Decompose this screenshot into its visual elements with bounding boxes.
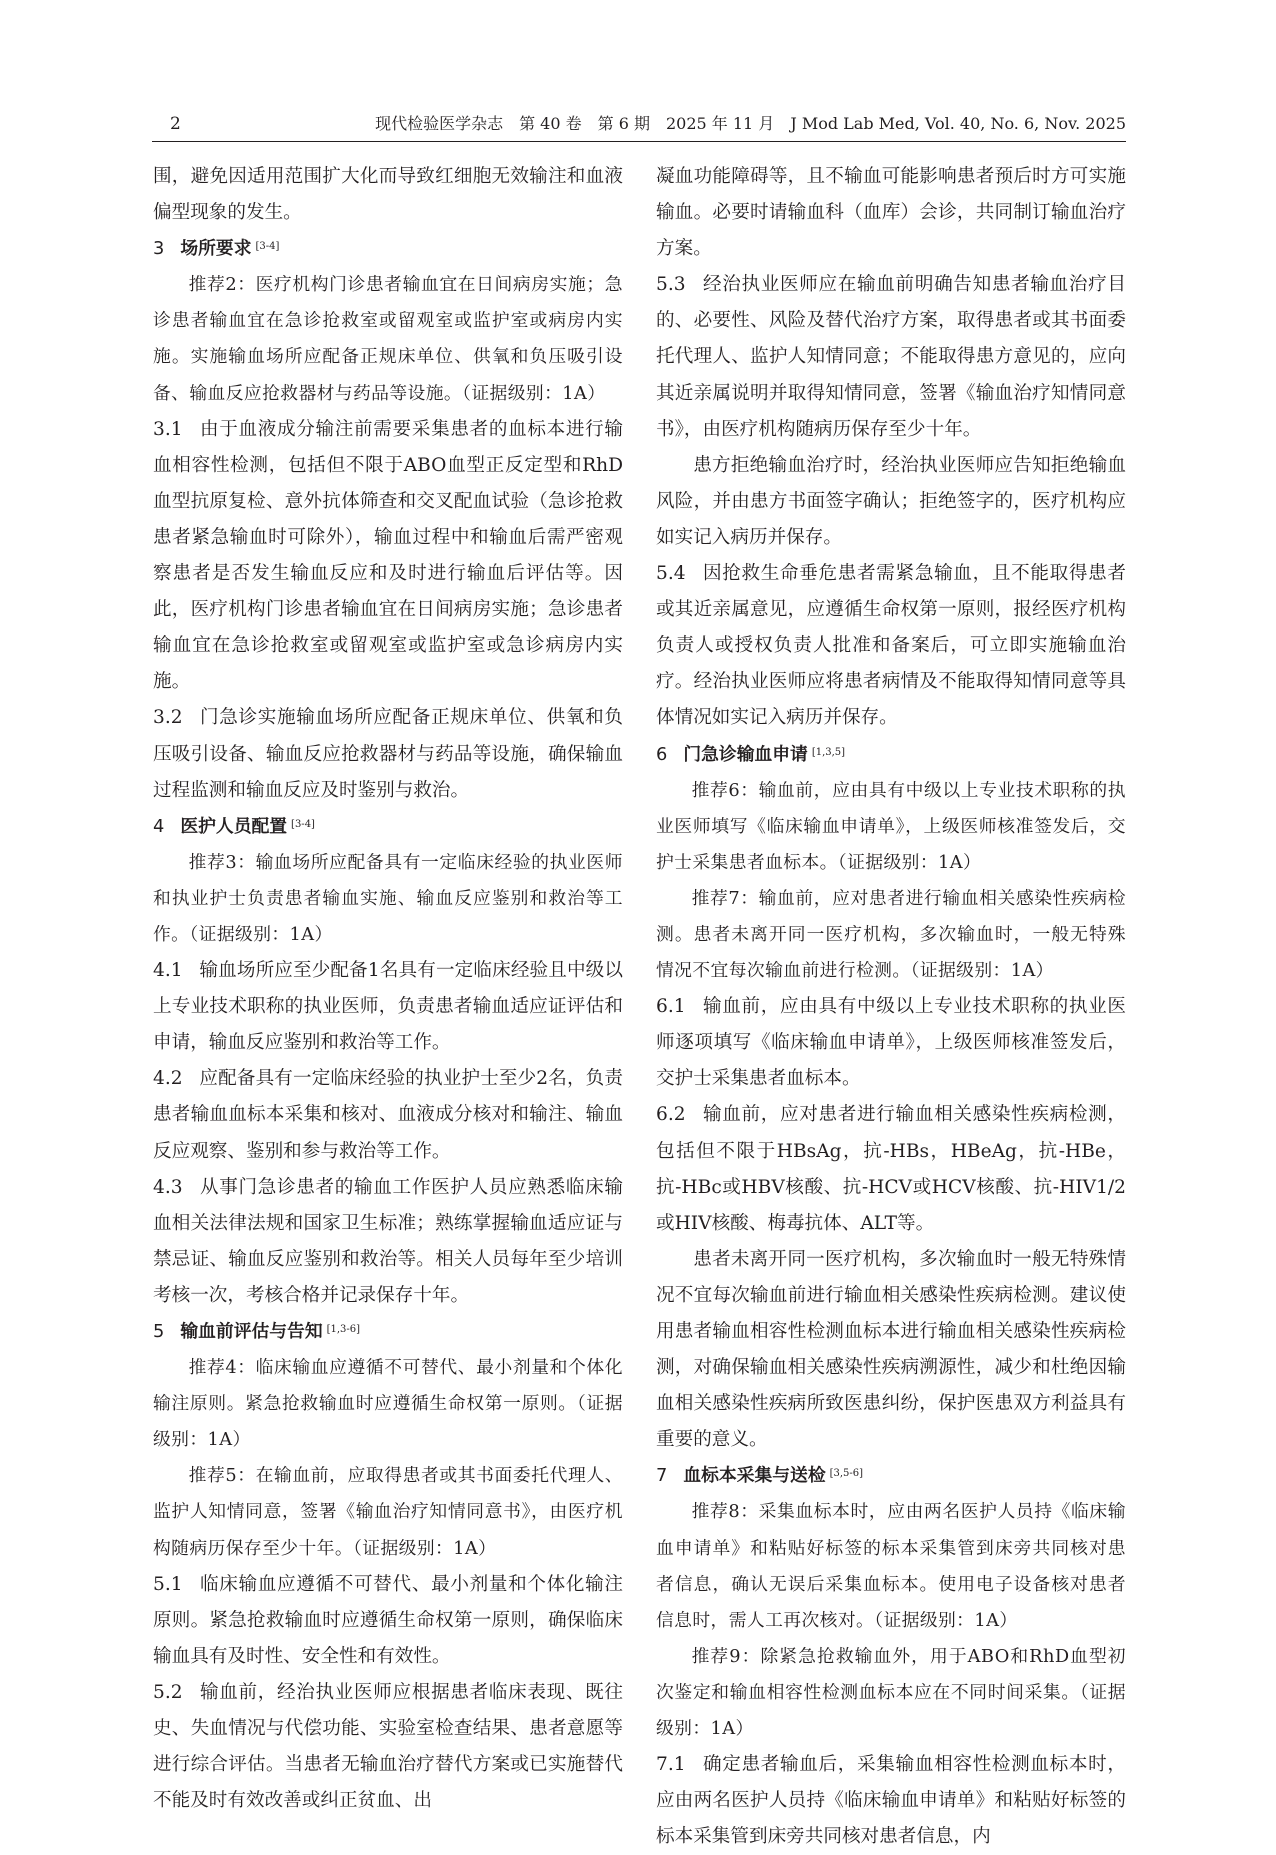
- paragraph-text: 凝血功能障碍等，且不输血可能影响患者预后时方可实施输血。必要时请输血科（血库）会诊，共同制订输血治疗方案。: [656, 166, 1126, 260]
- clause-number: 7.1: [656, 1754, 686, 1776]
- section-title: 门急诊输血申请: [683, 743, 808, 765]
- right-column: [656, 159, 1126, 1855]
- body-paragraph: [656, 1097, 1126, 1241]
- body-paragraph: [656, 556, 1126, 736]
- citation-ref: [3,5-6]: [829, 1468, 864, 1480]
- header-rule: [152, 141, 1126, 142]
- body-paragraph: [153, 1675, 623, 1819]
- paragraph-text: 从事门急诊患者的输血工作医护人员应熟悉临床输血相关法律法规和国家卫生标准；熟练掌握输血适应证与禁忌证、输血反应鉴别和救治等。相关人员每年至少培训考核一次，考核合格并记录保存十年。: [153, 1176, 623, 1306]
- section-heading: [153, 809, 623, 845]
- paragraph-text: 输血前，应由具有中级以上专业技术职称的执业医师逐项填写《临床输血申请单》，上级医师核准签发后，交护士采集患者血标本。: [656, 996, 1126, 1090]
- paragraph-text: 输血前，经治执业医师应根据患者临床表现、既往史、失血情况与代偿功能、实验室检查结果、患者意愿等进行综合评估。当患者无输血治疗替代方案或已实施替代不能及时有效改善或纠正贫血、出: [153, 1681, 623, 1812]
- body-paragraph: [153, 1567, 623, 1675]
- journal-citation: 现代检验医学杂志 第 40 卷 第 6 期 2025 年 11 月 J Mod Lab Med, Vol. 40, No. 6, Nov. 2025: [375, 114, 1126, 133]
- recommendation: 推荐7：输血前，应对患者进行输血相关感染性疾病检测。患者未离开同一医疗机构，多次输血时，一般无特殊情况不宜每次输血前进行检测。（证据级别：1A）: [656, 887, 1126, 982]
- body-paragraph: [656, 159, 1126, 267]
- paragraph-text: 由于血液成分输注前需要采集患者的血标本进行输血相容性检测，包括但不限于ABO血型正反定型和RhD血型抗原复检、意外抗体筛查和交叉配血试验（急诊抢救患者紧急输血时可除外），输血过程中和输血后需严密观察患者是否发生输血反应和及时进行输血后评估等。因此，医疗机构门诊患者输血宜在日间病房实施；急诊患者输血宜在急诊抢救室或留观室或监护室或急诊病房内实施。: [153, 418, 623, 693]
- clause-number: 4.3: [153, 1176, 183, 1198]
- section-title: 血标本采集与送检: [683, 1465, 826, 1487]
- clause-number: 3.1: [153, 418, 183, 440]
- body-paragraph: [153, 159, 623, 231]
- recommendation: 推荐5：在输血前，应取得患者或其书面委托代理人、监护人知情同意，签署《输血治疗知情同意书》，由医疗机构随病历保存至少十年。（证据级别：1A）: [153, 1465, 623, 1559]
- paragraph-text: 患者未离开同一医疗机构，多次输血时一般无特殊情况不宜每次输血前进行输血相关感染性疾病检测。建议使用患者输血相容性检测血标本进行输血相关感染性疾病检测，对确保输血相关感染性疾病溯源性，减少和杜绝因输血相关感染性疾病所致医患纠纷，保护医患双方利益具有重要的意义。: [656, 1248, 1126, 1451]
- recommendation: 推荐8：采集血标本时，应由两名医护人员持《临床输血申请单》和粘贴好标签的标本采集管到床旁共同核对患者信息，确认无误后采集血标本。使用电子设备核对患者信息时，需人工再次核对。（证据级别：1A）: [656, 1501, 1126, 1631]
- paragraph-text: 输血前，应对患者进行输血相关感染性疾病检测，包括但不限于HBsAg，抗-HBs，HBeAg，抗-HBe，抗-HBc或HBV核酸、抗-HCV或HCV核酸、抗-HIV1/2或HIV核酸、梅毒抗体、ALT等。: [656, 1104, 1126, 1234]
- section-title: 医护人员配置: [180, 815, 288, 837]
- paragraph-text: 应配备具有一定临床经验的执业护士至少2名，负责患者输血血标本采集和核对、血液成分核对和输注、输血反应观察、鉴别和参与救治等工作。: [153, 1068, 623, 1162]
- clause-number: 6.1: [656, 996, 686, 1018]
- body-paragraph: [656, 448, 1126, 556]
- running-header: [152, 112, 1126, 142]
- clause-number: 5.4: [656, 563, 686, 585]
- clause-number: 6.2: [656, 1104, 686, 1126]
- clause-number: 4.1: [153, 960, 183, 982]
- left-column: [153, 159, 623, 1819]
- paragraph-text: 确定患者输血后，采集输血相容性检测血标本时，应由两名医护人员持《临床输血申请单》和粘贴好标签的标本采集管到床旁共同核对患者信息，内: [656, 1754, 1126, 1848]
- citation-ref: [1,3,5]: [811, 746, 846, 758]
- recommendation: 推荐3：输血场所应配备具有一定临床经验的执业医师和执业护士负责患者输血实施、输血反应鉴别和救治等工作。（证据级别：1A）: [153, 851, 623, 945]
- recommendation: 推荐2：医疗机构门诊患者输血宜在日间病房实施；急诊患者输血宜在急诊抢救室或留观室或监护室或病房内实施。实施输血场所应配备正规床单位、供氧和负压吸引设备、输血反应抢救器材与药品等设施。（证据级别：1A）: [153, 274, 623, 404]
- section-heading: [656, 1458, 1126, 1494]
- section-number: 3: [153, 238, 165, 260]
- paragraph-text: 患方拒绝输血治疗时，经治执业医师应告知拒绝输血风险，并由患方书面签字确认；拒绝签字的，医疗机构应如实记入病历并保存。: [656, 454, 1126, 548]
- section-number: 4: [153, 815, 165, 837]
- clause-number: 3.2: [153, 707, 183, 729]
- section-title: 场所要求: [180, 238, 252, 260]
- citation-ref: [1,3-6]: [326, 1324, 361, 1335]
- section-number: 6: [656, 743, 668, 765]
- body-paragraph: [153, 700, 623, 808]
- paragraph-text: 因抢救生命垂危患者需紧急输血，且不能取得患者或其近亲属意见，应遵循生命权第一原则，报经医疗机构负责人或授权负责人批准和备案后，可立即实施输血治疗。经治执业医师应将患者病情及不能取得知情同意等具体情况如实记入病历并保存。: [656, 563, 1126, 729]
- body-paragraph: [153, 1170, 623, 1314]
- section-heading: [153, 1314, 623, 1350]
- clause-number: 4.2: [153, 1068, 183, 1090]
- paragraph-text: 输血场所应至少配备1名具有一定临床经验且中级以上专业技术职称的执业医师，负责患者输血适应证评估和申请，输血反应鉴别和救治等工作。: [153, 960, 623, 1054]
- section-heading: [153, 231, 623, 267]
- body-paragraph: [153, 1061, 623, 1169]
- section-title: 输血前评估与告知: [180, 1321, 323, 1342]
- citation-ref: [3-4]: [255, 241, 280, 253]
- body-paragraph: [153, 412, 623, 701]
- paragraph-text: 门急诊实施输血场所应配备正规床单位、供氧和负压吸引设备、输血反应抢救器材与药品等设施，确保输血过程监测和输血反应及时鉴别与救治。: [153, 707, 623, 801]
- section-number: 7: [656, 1465, 668, 1487]
- paragraph-text: 围，避免因适用范围扩大化而导致红细胞无效输注和血液偏型现象的发生。: [153, 166, 623, 224]
- body-paragraph: [656, 989, 1126, 1097]
- section-number: 5: [153, 1321, 165, 1342]
- citation-ref: [3-4]: [291, 818, 315, 830]
- recommendation: 推荐6：输血前，应由具有中级以上专业技术职称的执业医师填写《临床输血申请单》，上级医师核准签发后，交护士采集患者血标本。（证据级别：1A）: [656, 779, 1126, 873]
- clause-number: 5.1: [153, 1573, 183, 1595]
- body-paragraph: [656, 1747, 1126, 1855]
- section-heading: [656, 737, 1126, 773]
- body-paragraph: [153, 953, 623, 1061]
- paragraph-text: 经治执业医师应在输血前明确告知患者输血治疗目的、必要性、风险及替代治疗方案，取得患者或其书面委托代理人、监护人知情同意；不能取得患方意见的，应向其近亲属说明并取得知情同意，签署《输血治疗知情同意书》，由医疗机构随病历保存至少十年。: [656, 274, 1126, 440]
- recommendation: 推荐4：临床输血应遵循不可替代、最小剂量和个体化输注原则。紧急抢救输血时应遵循生命权第一原则。（证据级别：1A）: [153, 1357, 623, 1451]
- clause-number: 5.3: [656, 274, 686, 296]
- body-paragraph: [656, 1242, 1126, 1459]
- clause-number: 5.2: [153, 1681, 183, 1703]
- recommendation: 推荐9：除紧急抢救输血外，用于ABO和RhD血型初次鉴定和输血相容性检测血标本应在不同时间采集。（证据级别：1A）: [656, 1645, 1126, 1740]
- paragraph-text: 临床输血应遵循不可替代、最小剂量和个体化输注原则。紧急抢救输血时应遵循生命权第一原则，确保临床输血具有及时性、安全性和有效性。: [153, 1573, 623, 1667]
- body-paragraph: [656, 267, 1126, 447]
- page-number: 2: [170, 114, 181, 134]
